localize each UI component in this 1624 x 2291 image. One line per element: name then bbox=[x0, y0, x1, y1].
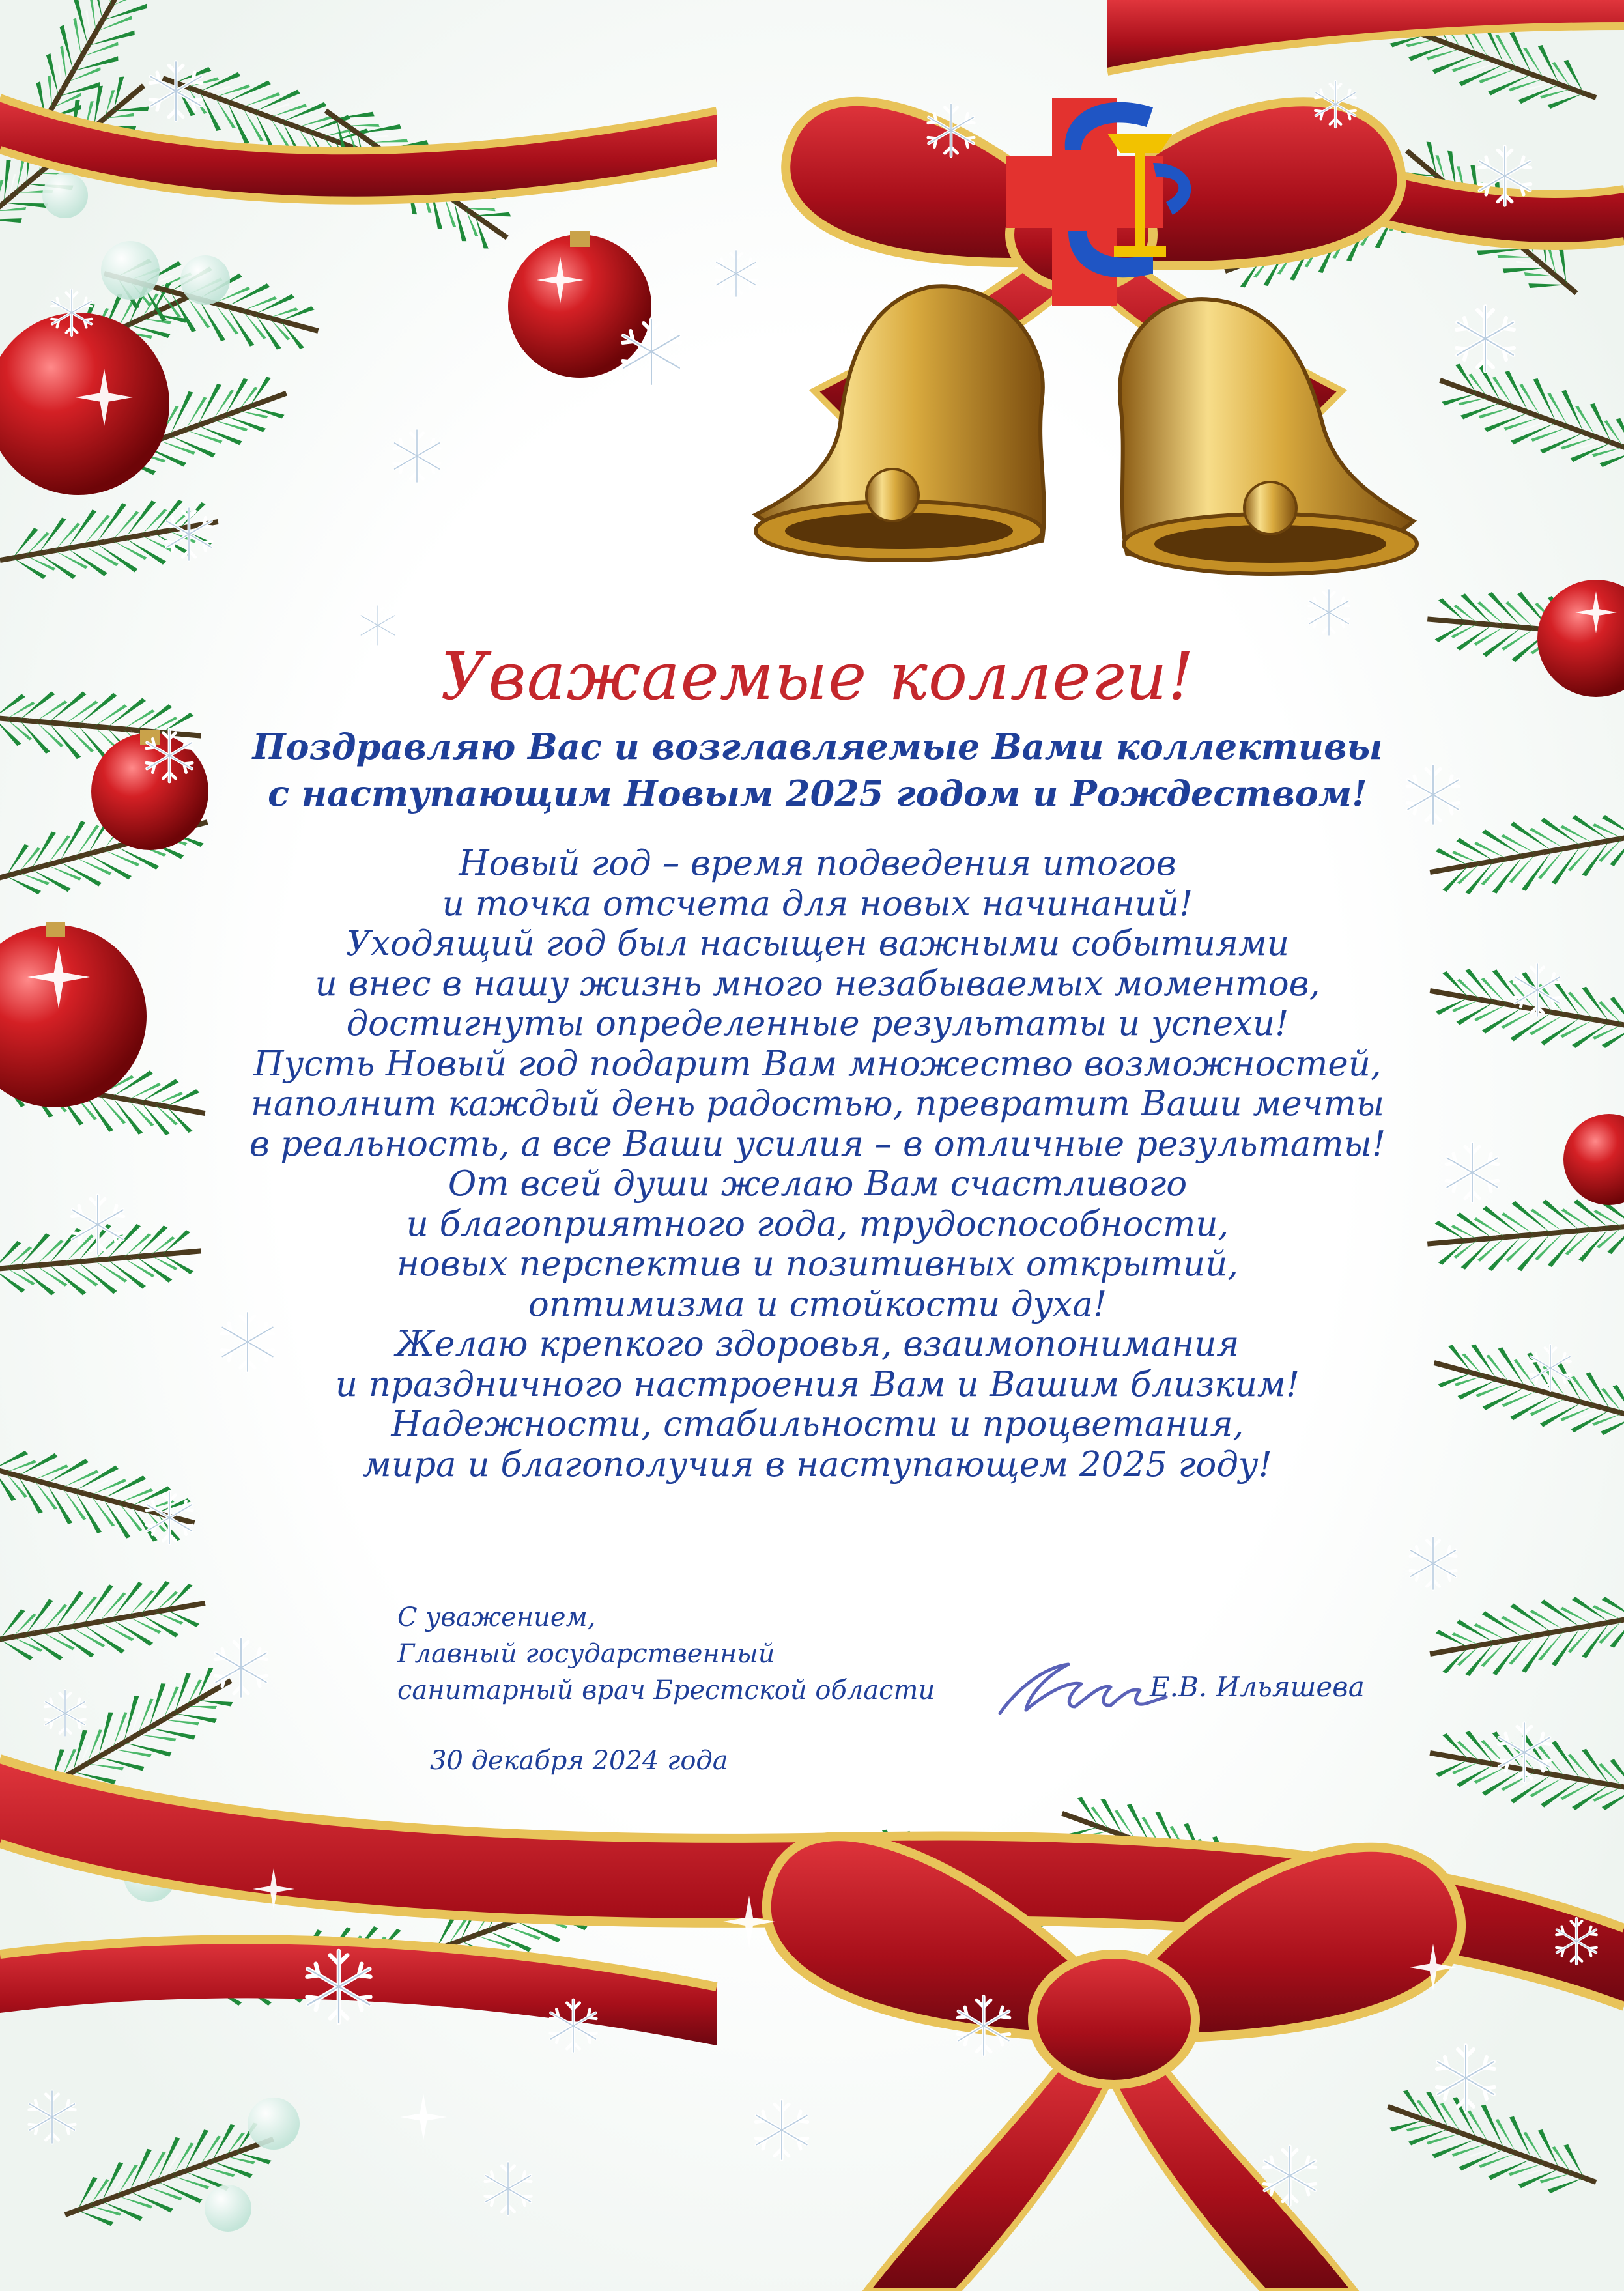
body-line: мира и благополучия в наступающем 2025 году! bbox=[363, 1444, 1272, 1485]
signer-name: Е.В. Ильяшева bbox=[1150, 1671, 1365, 1703]
signature-line: С уважением, bbox=[397, 1602, 596, 1632]
greeting-subtitle bbox=[248, 723, 1388, 817]
body-line: Уходящий год был насыщен важными событиями bbox=[345, 924, 1290, 963]
body-line: наполнит каждый день радостью, превратит Ваши мечты bbox=[250, 1084, 1385, 1124]
body-line: Желаю крепкого здоровья, взаимопонимания bbox=[395, 1324, 1240, 1364]
subtitle-line: с наступающим Новым 2025 годом и Рождеством! bbox=[268, 773, 1367, 814]
body-line: достигнуты определенные результаты и успехи! bbox=[346, 1004, 1289, 1044]
greeting-title: Уважаемые коллеги! bbox=[440, 638, 1195, 715]
subtitle-line: Поздравляю Вас и возглавляемые Вами коллективы bbox=[252, 726, 1383, 767]
body-line: в реальность, а все Ваши усилия – в отличные результаты! bbox=[249, 1124, 1386, 1164]
greeting-body bbox=[248, 844, 1388, 1485]
body-line: и внес в нашу жизнь много незабываемых моментов, bbox=[315, 963, 1320, 1004]
body-line: Пусть Новый год подарит Вам множество возможностей, bbox=[253, 1044, 1382, 1084]
body-line: Надежности, стабильности и процветания, bbox=[391, 1404, 1244, 1444]
body-line: и точка отсчета для новых начинаний! bbox=[442, 883, 1193, 924]
letter-date: 30 декабря 2024 года bbox=[430, 1746, 728, 1776]
signature-line: Главный государственный bbox=[397, 1639, 775, 1669]
body-line: и праздничного настроения Вам и Вашим близким! bbox=[335, 1364, 1300, 1404]
body-line: и благоприятного года, трудоспособности, bbox=[406, 1204, 1229, 1244]
body-line: От всей души желаю Вам счастливого bbox=[448, 1164, 1188, 1204]
signature-line: санитарный врач Брестской области bbox=[397, 1675, 935, 1705]
body-line: новых перспектив и позитивных открытий, bbox=[396, 1244, 1239, 1284]
signature-block bbox=[397, 1599, 935, 1709]
body-line: Новый год – время подведения итогов bbox=[459, 844, 1176, 883]
body-line: оптимизма и стойкости духа! bbox=[528, 1284, 1107, 1324]
